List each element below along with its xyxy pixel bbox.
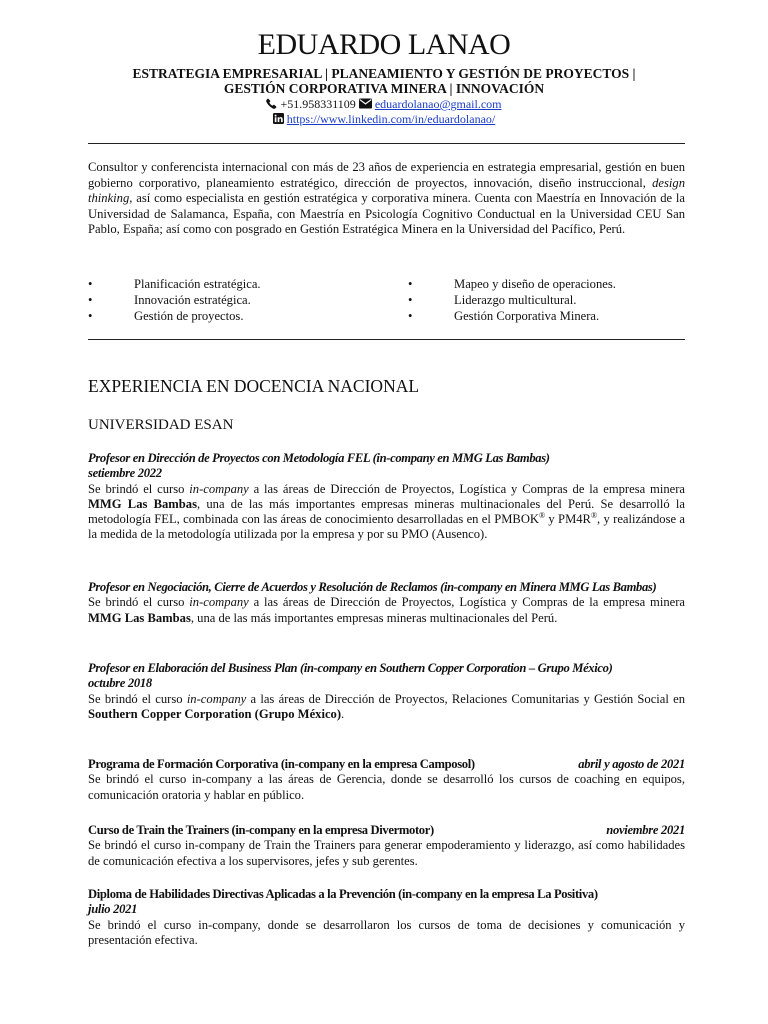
- bullet-icon: •: [408, 293, 413, 307]
- entry-date: abril y agosto de 2021: [578, 757, 685, 771]
- entry-title: Diploma de Habilidades Directivas Aplicadas a la Prevención (in-company en la empresa La Positiva): [88, 887, 598, 901]
- skills-column-right: [408, 276, 685, 324]
- headline-line-2: GESTIÓN CORPORATIVA MINERA | INNOVACIÓN: [223, 81, 545, 96]
- professional-headline: [60, 66, 708, 96]
- contact-line-linkedin: [0, 112, 768, 126]
- list-item: • Planificación estratégica.: [88, 277, 261, 291]
- experience-entry: [88, 757, 685, 803]
- email-link[interactable]: eduardolanao@gmail.com: [374, 97, 502, 111]
- bullet-icon: •: [88, 293, 93, 307]
- bullet-icon: •: [408, 277, 413, 291]
- linkedin-icon: [273, 113, 284, 124]
- list-item: • Liderazgo multicultural.: [408, 293, 577, 307]
- entry-title: Profesor en Negociación, Cierre de Acuerdos y Resolución de Reclamos (in-company en Minera MMG Las Bambas): [88, 580, 657, 594]
- entry-description: Se brindó el curso in-company a las áreas de Dirección de Proyectos, Logística y Compras de la empresa minera MMG Las Bambas, una de las más importantes empresas mineras multinacionales del Perú.: [88, 595, 686, 625]
- list-item: • Innovación estratégica.: [88, 293, 251, 307]
- experience-entry: [88, 580, 685, 626]
- experience-entry: [88, 887, 685, 948]
- experience-entry: [88, 823, 685, 869]
- subsection-title: UNIVERSIDAD ESAN: [88, 417, 234, 433]
- envelope-icon: [359, 98, 372, 109]
- entry-description: Se brindó el curso in-company a las áreas de Dirección de Proyectos, Logística y Compras de la empresa minera MMG Las Bambas, una de las más importantes empresas mineras multinacionales del Perú. Se desarrolló la metodología FEL, combinada con las áreas de conocimiento desarrolladas en el PMBOK® y PM4R®, y realizándose a la medida de la metodología utilizada por la empresa y por su PMO (Ausenco).: [88, 481, 686, 542]
- experience-entry: [88, 661, 685, 722]
- divider-top: [88, 143, 685, 144]
- section-title: EXPERIENCIA EN DOCENCIA NACIONAL: [88, 376, 420, 396]
- phone-number: +51.958331109: [280, 97, 356, 111]
- entry-description: Se brindó el curso in-company a las áreas de Gerencia, donde se desarrolló los cursos de coaching en equipos, comunicación oratoria y hablar en público.: [88, 772, 685, 802]
- list-item: • Gestión Corporativa Minera.: [408, 309, 600, 323]
- summary-text-a: Consultor y conferencista internacional con más de 23 años de experiencia en estrategia empresarial, gestión en buen gobierno corporativo, planeamiento estratégico, dirección de proyectos, innovación, diseño instruccional,: [88, 160, 685, 190]
- skills-column-left: [88, 276, 388, 324]
- entry-description: Se brindó el curso in-company, donde se desarrollaron los cursos de toma de decisiones y comunicación y presentación efectiva.: [88, 917, 685, 947]
- entry-date: noviembre 2021: [606, 823, 685, 837]
- entry-description: Se brindó el curso in-company a las áreas de Dirección de Proyectos, Relaciones Comunitarias y Gestión Social en Southern Copper Corporation (Grupo México).: [88, 691, 686, 721]
- person-name: EDUARDO LANAO: [257, 28, 511, 61]
- entry-description: Se brindó el curso in-company de Train the Trainers para generar empoderamiento y liderazgo, así como habilidades de comunicación efectiva a los supervisores, jefes y sub gerentes.: [88, 838, 685, 868]
- bullet-icon: •: [88, 277, 93, 291]
- entry-title: Curso de Train the Trainers (in-company en la empresa Divermotor): [88, 823, 434, 837]
- contact-line-phone-email: [0, 97, 768, 111]
- summary-emphasis: design thinking: [88, 175, 685, 205]
- entry-title: Profesor en Dirección de Proyectos con Metodología FEL (in-company en MMG Las Bambas): [88, 451, 550, 465]
- entry-header-row: [88, 757, 685, 772]
- list-item: • Gestión de proyectos.: [88, 309, 244, 323]
- entry-title: Profesor en Elaboración del Business Plan (in-company en Southern Copper Corporation – Grupo México): [88, 661, 613, 675]
- divider-bottom: [88, 339, 685, 340]
- phone-icon: [266, 98, 277, 109]
- experience-entry: [88, 451, 685, 543]
- professional-summary: [88, 160, 685, 238]
- headline-line-1: ESTRATEGIA EMPRESARIAL | PLANEAMIENTO Y GESTIÓN DE PROYECTOS |: [132, 66, 636, 81]
- summary-text-b: , así como especialista en gestión estratégica y corporativa minera. Cuenta con Maestría en Innovación de la Universidad de Salamanca, España, con Maestría en Psicología Cognitivo Conductual en la Universidad CEU San Pablo, España; así como con posgrado en Gestión Estratégica Minera en la Universidad del Pacífico, Perú.: [88, 191, 685, 236]
- entry-date: julio 2021: [88, 902, 138, 917]
- entry-date: setiembre 2022: [88, 466, 162, 481]
- linkedin-link[interactable]: https://www.linkedin.com/in/eduardolanao/: [286, 112, 496, 126]
- list-item: • Mapeo y diseño de operaciones.: [408, 277, 616, 291]
- entry-header-row: [88, 823, 685, 838]
- bullet-icon: •: [408, 309, 413, 323]
- entry-title: Programa de Formación Corporativa (in-company en la empresa Camposol): [88, 757, 475, 771]
- bullet-icon: •: [88, 309, 93, 323]
- entry-date: octubre 2018: [88, 676, 152, 691]
